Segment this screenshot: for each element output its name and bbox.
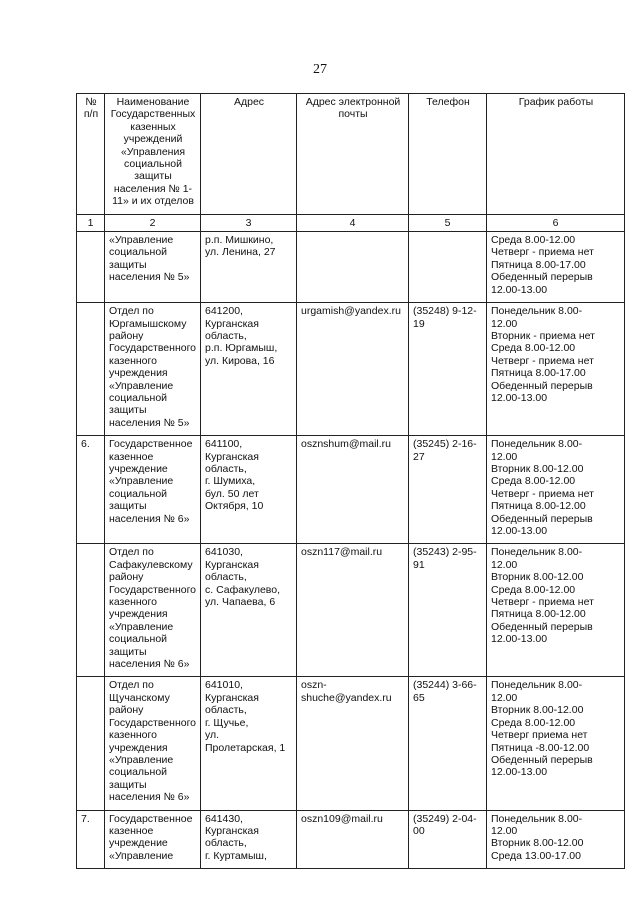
- institution-name: «Управление социальной защиты населения № 5»: [105, 232, 201, 303]
- institution-schedule: Понедельник 8.00- 12.00 Вторник 8.00-12.00 Среда 8.00-12.00 Четверг - приема нет Пятница 8.00-12.00 Обеденный перерыв 12.00-13.00: [487, 544, 625, 677]
- table-row: [77, 232, 625, 303]
- institution-address: р.п. Мишкино, ул. Ленина, 27: [201, 232, 297, 303]
- table-row: [77, 677, 625, 810]
- table-row: [77, 810, 625, 869]
- institution-name: Отдел по Щучанскому району Государственного казенного учреждения «Управление социальной защиты населения № 6»: [105, 677, 201, 810]
- institutions-table: [76, 93, 625, 869]
- institution-address: 641430, Курганская область, г. Куртамыш,: [201, 810, 297, 869]
- institution-phone: (35245) 2-16- 27: [409, 436, 487, 544]
- institution-phone: [409, 232, 487, 303]
- institution-email: osznshum@mail.ru: [297, 436, 409, 544]
- institution-name: Отдел по Юргамышскому району Государственного казенного учреждения «Управление социальной защиты населения № 5»: [105, 303, 201, 436]
- institution-phone: (35243) 2-95- 91: [409, 544, 487, 677]
- institution-address: 641200, Курганская область, р.п. Юргамыш, ул. Кирова, 16: [201, 303, 297, 436]
- column-number: 5: [409, 214, 487, 231]
- header-phone: Телефон: [409, 94, 487, 215]
- institution-email: urgamish@yandex.ru: [297, 303, 409, 436]
- institution-schedule: Понедельник 8.00- 12.00 Вторник 8.00-12.00 Среда 8.00-12.00 Четверг приема нет Пятница -8.00-12.00 Обеденный перерыв 12.00-13.00: [487, 677, 625, 810]
- row-number: [77, 677, 105, 810]
- institution-email: oszn117@mail.ru: [297, 544, 409, 677]
- row-number: [77, 303, 105, 436]
- header-number: № п/п: [77, 94, 105, 215]
- column-number: 4: [297, 214, 409, 231]
- header-name: Наименование Государственных казенных учреждений «Управления социальной защиты населения № 1- 11» и их отделов: [105, 94, 201, 215]
- institution-schedule: Понедельник 8.00- 12.00 Вторник - приема нет Среда 8.00-12.00 Четверг - приема нет Пятница 8.00-17.00 Обеденный перерыв 12.00-13.00: [487, 303, 625, 436]
- institution-address: 641030, Курганская область, с. Сафакулево, ул. Чапаева, 6: [201, 544, 297, 677]
- institution-phone: (35249) 2-04- 00: [409, 810, 487, 869]
- institution-address: 641010, Курганская область, г. Щучье, ул. Пролетарская, 1: [201, 677, 297, 810]
- header-address: Адрес: [201, 94, 297, 215]
- row-number: 6.: [77, 436, 105, 544]
- header-email: Адрес электронной почты: [297, 94, 409, 215]
- institution-phone: (35244) 3-66- 65: [409, 677, 487, 810]
- column-number: 3: [201, 214, 297, 231]
- institution-schedule: Понедельник 8.00- 12.00 Вторник 8.00-12.00 Среда 13.00-17.00: [487, 810, 625, 869]
- row-number: [77, 232, 105, 303]
- column-number: 2: [105, 214, 201, 231]
- header-schedule: График работы: [487, 94, 625, 215]
- institution-name: Государственное казенное учреждение «Управление: [105, 810, 201, 869]
- column-number: 6: [487, 214, 625, 231]
- column-number-row: [77, 214, 625, 231]
- table-row: [77, 544, 625, 677]
- table-header-row: [77, 94, 625, 215]
- institution-schedule: Понедельник 8.00- 12.00 Вторник 8.00-12.00 Среда 8.00-12.00 Четверг - приема нет Пятница 8.00-12.00 Обеденный перерыв 12.00-13.00: [487, 436, 625, 544]
- institution-address: 641100, Курганская область, г. Шумиха, бул. 50 лет Октября, 10: [201, 436, 297, 544]
- table-row: [77, 436, 625, 544]
- column-number: 1: [77, 214, 105, 231]
- institution-schedule: Среда 8.00-12.00 Четверг - приема нет Пятница 8.00-17.00 Обеденный перерыв 12.00-13.00: [487, 232, 625, 303]
- institution-email: [297, 232, 409, 303]
- institution-email: oszn- shuche@yandex.ru: [297, 677, 409, 810]
- row-number: 7.: [77, 810, 105, 869]
- institution-phone: (35248) 9-12- 19: [409, 303, 487, 436]
- page-number: 27: [313, 62, 327, 77]
- table-row: [77, 303, 625, 436]
- institution-email: oszn109@mail.ru: [297, 810, 409, 869]
- row-number: [77, 544, 105, 677]
- institution-name: Отдел по Сафакулевскому району Государственного казенного учреждения «Управление социальной защиты населения № 6»: [105, 544, 201, 677]
- institution-name: Государственное казенное учреждение «Управление социальной защиты населения № 6»: [105, 436, 201, 544]
